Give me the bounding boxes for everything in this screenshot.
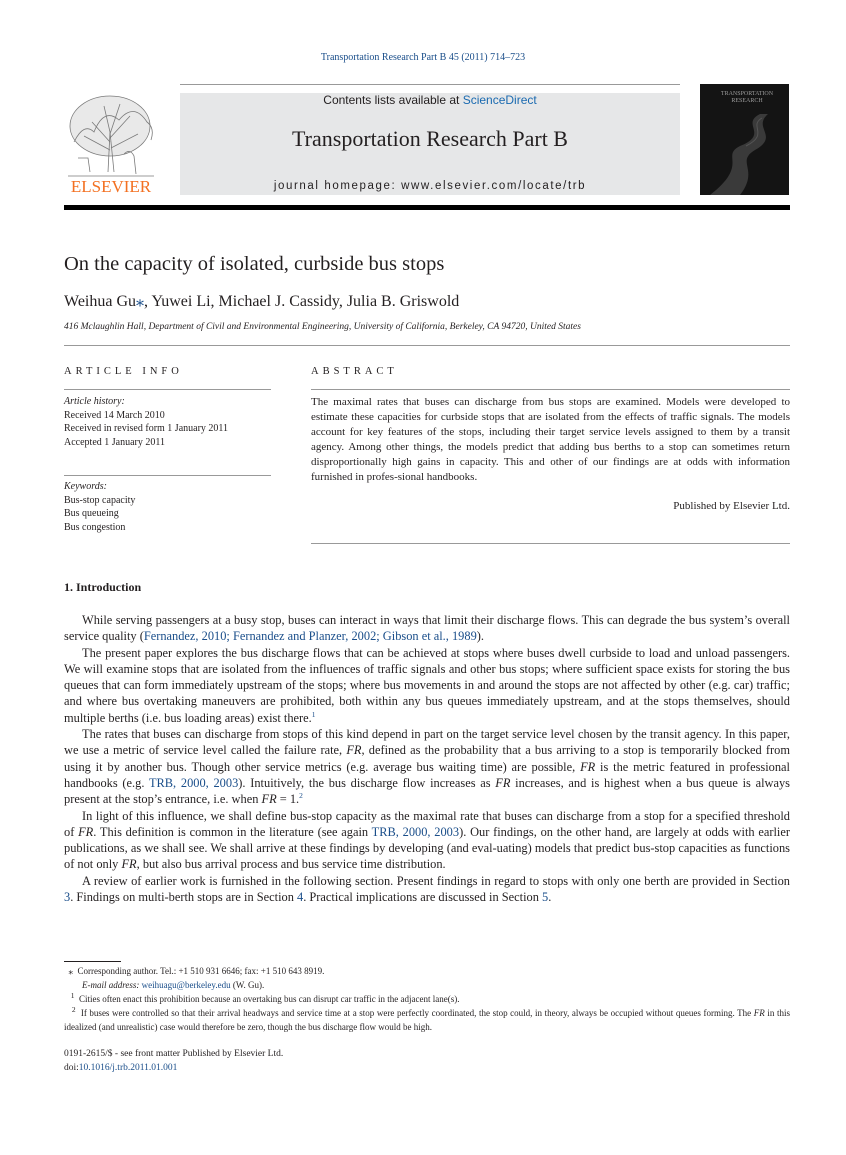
cover-title-line-2: RESEARCH xyxy=(731,98,763,104)
journal-cover-image[interactable] xyxy=(700,84,789,195)
contents-prefix: Contents lists available at xyxy=(323,93,463,107)
section-divider xyxy=(64,345,790,346)
email-note: E-mail address: weihuagu@berkeley.edu (W. Gu). xyxy=(82,980,265,990)
footnote-ref-1[interactable]: 1 xyxy=(311,709,316,719)
elsevier-tree-icon xyxy=(64,92,158,196)
sciencedirect-link[interactable]: ScienceDirect xyxy=(462,93,537,107)
footnote-rule xyxy=(64,961,121,962)
section-link-3[interactable]: 3 xyxy=(64,890,71,905)
journal-homepage[interactable]: journal homepage: www.elsevier.com/locate/trb xyxy=(273,180,587,192)
article-info-rule xyxy=(64,389,271,390)
paragraph: A review of earlier work is furnished in the following section. Present findings in regard to stops with only one berth are provided in Section 3. Findings on multi-berth stops are in Section 4. Practical implications are discussed in Section 5. xyxy=(64,873,790,905)
citation-link[interactable]: TRB, 2000, 2003 xyxy=(148,775,239,790)
history-label: Article history: xyxy=(64,396,125,407)
abstract-heading: ABSTRACT xyxy=(311,366,398,377)
section-link-4[interactable]: 4 xyxy=(297,890,304,905)
keywords-label: Keywords: xyxy=(64,481,107,492)
article-title: On the capacity of isolated, curbside bus stops xyxy=(64,253,445,275)
citation-link[interactable]: Fernandez, 2010; Fernandez and Planzer, 2002; Gibson et al., 1989 xyxy=(143,629,477,644)
doi-link[interactable]: 10.1016/j.trb.2011.01.001 xyxy=(78,1063,178,1073)
page-footer xyxy=(64,1047,283,1075)
paragraph: The rates that buses can discharge from stops of this kind depend in part on the target service level chosen by the transit agency. In this paper, we use a metric of service level called the failure rate, FR, defined as the probability that a bus arriving to a stop is temporarily blocked from using it by another bus. Though other service metrics (e.g. average bus waiting time) are possible, FR is the metric featured in professional handbooks (e.g. TRB, 2000, 2003). Intuitively, the bus discharge flow increases as FR increases, and is highest when a bus queue is always present at the stop’s entrance, i.e. when FR = 1.$^2$ xyxy=(64,727,791,807)
received-date: Received 14 March 2010 xyxy=(64,409,165,421)
corresponding-note: ⁎ Corresponding author. Tel.: +1 510 931 6646; fax: +1 510 643 8919. xyxy=(68,966,325,976)
abstract-rule xyxy=(311,389,790,390)
paragraph: While serving passengers at a busy stop, buses can interact in ways that limit their discharge flows. This can degrade the bus system’s overall service quality (Fernandez, 2010; Fernandez and Planzer, 2002; Gibson et al., 1989). xyxy=(64,613,790,644)
affiliation: 416 Mclaughlin Hall, Department of Civil and Environmental Engineering, University of California, Berkeley, CA 94720, United States xyxy=(64,322,581,332)
accepted-date: Accepted 1 January 2011 xyxy=(64,436,165,448)
footnotes xyxy=(64,964,790,1034)
first-author: Weihua Gu xyxy=(64,293,137,310)
article-info-heading: ARTICLE INFO xyxy=(64,366,183,377)
journal-reference-link[interactable]: Transportation Research Part B 45 (2011) 714–723 xyxy=(320,52,526,63)
other-authors: , Yuwei Li, Michael J. Cassidy, Julia B. Griswold xyxy=(144,293,460,310)
paragraph: The present paper explores the bus discharge flows that can be achieved at stops where buses dwell curbside to load and unload passengers. We will examine stops that are isolated from the influences of traffic signals and other bus stops; where sufficient space exists for storing the bus queues that can form immediately upstream of the stops; where bus movements in and around the stops are not affected by other (e.g. car) traffic; and where bus overtaking maneuvers are prohibited, both within any bus queues immediately upstream, and at the stops themselves, should multiple berths (i.e. bus loading areas) exist there.$^1$ xyxy=(64,645,790,725)
publisher-credit: Published by Elsevier Ltd. xyxy=(673,500,790,512)
keyword-item: Bus queueing xyxy=(64,508,119,519)
header-top-rule xyxy=(180,84,680,85)
elsevier-wordmark: ELSEVIER xyxy=(70,177,152,196)
journal-title: Transportation Research Part B xyxy=(292,126,568,151)
keyword-item: Bus-stop capacity xyxy=(64,494,136,506)
paragraph: In light of this influence, we shall define bus-stop capacity as the maximal rate that buses can discharge from a stop for a specified threshold of FR. This definition is common in the literature (see again TRB, 2000, 2003). Our findings, on the other hand, are largely at odds with earlier publications, as we shall see. We shall arrive at these findings by developing (and eval-uating) models that predict bus-stop capacities as functions of not only FR, but also bus arrival process and bus service time distribution. xyxy=(64,808,790,872)
footnote-2: $^2$ If buses were controlled so that their arrival headways and service time at a stop were perfectly coordinated, the stop could, in theory, always be occupied without queues forming. The FR in this idealized (and unrealistic) case would therefore be zero, though the bus discharge flow would be high. xyxy=(64,1005,790,1032)
footnote-ref-2[interactable]: 2 xyxy=(299,791,303,801)
doi-line: doi:10.1016/j.trb.2011.01.001 xyxy=(64,1063,178,1073)
elsevier-logo[interactable] xyxy=(64,92,158,196)
contents-line xyxy=(180,93,680,107)
header-bottom-rule xyxy=(64,205,790,210)
citation-link[interactable]: TRB, 2000, 2003 xyxy=(371,824,460,839)
email-link[interactable]: weihuagu@berkeley.edu xyxy=(141,980,231,990)
author-list xyxy=(64,291,459,311)
revised-date: Received in revised form 1 January 2011 xyxy=(64,423,229,434)
abstract-text: The maximal rates that buses can discharge from bus stops are examined. Models were developed to estimate these capacities for curbside stops that are isolated from the effects of traffic signals. The models account for key features of the stops, including their target service levels assigned to them by a transit agency. Among other things, the models predict that adding bus berths to a stop can sometimes return disproportionally high gains in capacity. This and other of our findings are at odds with information furnished in profes-sional handbooks. xyxy=(311,396,790,483)
cover-title-line-1: TRANSPORTATION xyxy=(720,91,774,97)
article-history xyxy=(64,395,271,449)
keywords-rule xyxy=(64,475,271,476)
footnote-1: $^1$ Cities often enact this prohibition because an overtaking bus can disrupt car traffic in the adjacent lane(s). xyxy=(70,991,460,1004)
keyword-item: Bus congestion xyxy=(64,521,126,533)
issn-line: 0191-2615/$ - see front matter Published by Elsevier Ltd. xyxy=(64,1049,284,1059)
cover-road-icon xyxy=(700,84,789,195)
keywords-block xyxy=(64,480,271,534)
corresponding-author-mark[interactable]: ⁎ xyxy=(136,293,145,310)
introduction-body xyxy=(64,612,790,905)
section-link-5[interactable]: 5 xyxy=(542,890,549,905)
introduction-heading: 1. Introduction xyxy=(64,580,142,594)
abstract-bottom-rule xyxy=(311,543,790,544)
